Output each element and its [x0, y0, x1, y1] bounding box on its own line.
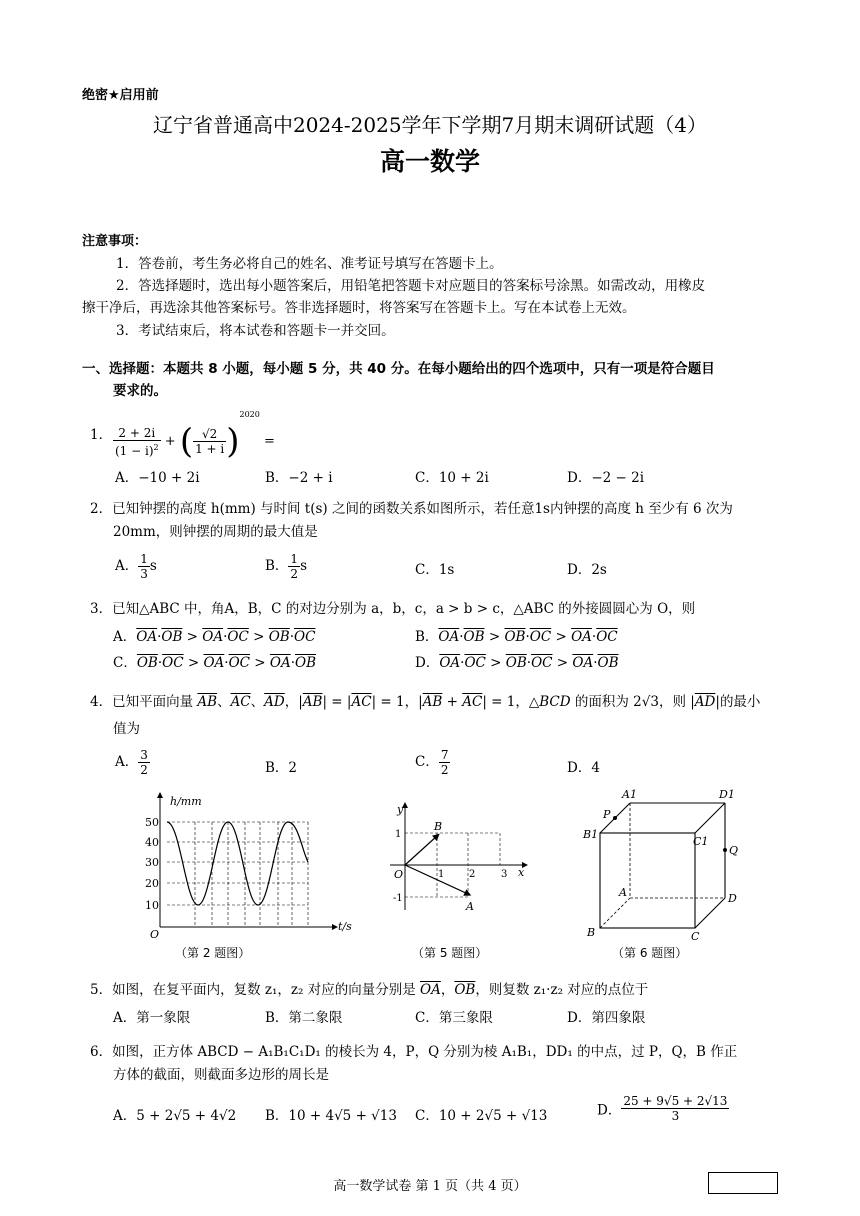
figure-6-caption: （第 6 题图） — [612, 946, 688, 960]
q3-option-d: D．$\overline{OA}\cdot\overline{OC} > \overline{OB}\cdot\overline{OC} > \overline{OA}\cdot\overline{OB}$ — [415, 655, 619, 671]
figure-5-vectors — [380, 800, 530, 920]
q6-option-b: B．10 + 4√5 + √13 — [265, 1108, 397, 1124]
fig5-y-label: y — [397, 803, 404, 816]
label-a: A — [619, 886, 627, 899]
q2-text-line1: 2．已知钟摆的高度 h(mm) 与时间 t(s) 之间的函数关系如图所示，若任意1s内钟摆的高度 h 至少有 6 次为 — [90, 501, 733, 517]
q5-option-b: B．第二象限 — [265, 1010, 343, 1026]
notice-item-3: 3．考试结束后，将本试卷和答题卡一并交回。 — [116, 323, 395, 339]
label-d: D — [728, 892, 737, 905]
notice-item-2: 2．答选择题时，选出每小题答案后，用铅笔把答题卡对应题目的答案标号涂黑。如需改动，用橡皮 — [116, 278, 706, 294]
label-p: P — [603, 808, 611, 821]
fig5-origin: O — [394, 868, 404, 881]
fig5-xtick-3: 3 — [501, 869, 508, 880]
figure-2-graph — [140, 790, 350, 940]
q3-option-b: B．$\overline{OA}\cdot\overline{OB} > \overline{OB}\cdot\overline{OC} > \overline{OA}\cdot\overline{OC}$ — [415, 629, 618, 645]
q6-option-a: A．5 + 2√5 + 4√2 — [113, 1108, 237, 1124]
ytick-30: 30 — [145, 856, 159, 869]
label-q: Q — [729, 844, 739, 857]
section-heading-line2: 要求的。 — [113, 383, 167, 399]
q1-number: 1． — [90, 427, 113, 443]
q2-option-b: B． $\frac{1}{2}$ s — [265, 552, 307, 581]
section-heading-line1: 一、选择题：本题共 8 小题，每小题 5 分，共 40 分。在每小题给出的四个选项中，只有一项是符合题目 — [82, 361, 715, 377]
q3-option-a: A．$\overline{OA}\cdot\overline{OB} > \overline{OA}\cdot\overline{OC} > \overline{OB}\cdot\overline{OC}$ — [113, 629, 316, 645]
ytick-20: 20 — [145, 877, 159, 890]
exam-title: 辽宁省普通高中2024-2025学年下学期7月期末调研试题（4） — [152, 113, 707, 137]
label-a1: A1 — [622, 788, 637, 801]
figure-5-caption: （第 5 题图） — [412, 946, 488, 960]
label-c1: C1 — [693, 835, 709, 848]
figure-2-caption: （第 2 题图） — [175, 946, 251, 960]
q4-option-c: C． $\frac{7}{2}$ — [415, 748, 449, 777]
q2-option-a: A． $\frac{1}{3}$ s — [115, 552, 157, 581]
q4-option-b: B．2 — [265, 760, 298, 776]
notice-item-1: 1．答卷前，考生务必将自己的姓名、准考证号填写在答题卡上。 — [116, 256, 503, 272]
q3-option-c: C．$\overline{OB}\cdot\overline{OC} > \overline{OA}\cdot\overline{OC} > \overline{OA}\cdot\overline{OB}$ — [113, 655, 317, 671]
fig5-ytick-1: 1 — [395, 829, 402, 840]
q6-option-c: C．10 + 2√5 + √13 — [415, 1108, 548, 1124]
y-axis-label: h/mm — [170, 795, 202, 808]
q1-option-c: C．10 + 2i — [415, 470, 489, 486]
q1-expression: $\frac{2 + 2i}{(1 - i)^2}$ + ( $\frac{√2}{1 + i}$ )$^{2020}$ = — [115, 410, 275, 462]
q3-text: 3．已知△ABC 中，角A，B，C 的对边分别为 a，b，c，a > b > c，△ABC 的外接圆圆心为 O，则 — [90, 601, 696, 617]
q1-option-d: D．−2 − 2i — [567, 470, 645, 486]
point-q — [723, 848, 727, 852]
h-curve — [167, 822, 308, 905]
exam-subject: 高一数学 — [379, 147, 480, 176]
point-p — [613, 816, 617, 820]
fig5-xtick-1: 1 — [438, 869, 445, 880]
q1-option-b: B．−2 + i — [265, 470, 333, 486]
score-box — [708, 1172, 778, 1194]
q2-option-c: C．1s — [415, 562, 455, 578]
fig5-x-label: x — [518, 866, 525, 879]
q6-option-d: D． $\frac{25 + 9√5 + 2√13}{3}$ — [597, 1094, 728, 1123]
x-axis-label: t/s — [338, 920, 352, 933]
origin-label: O — [150, 928, 160, 941]
q4-option-d: D．4 — [567, 760, 600, 776]
q1-option-a: A．−10 + 2i — [115, 470, 200, 486]
section-heading — [82, 358, 715, 380]
ytick-50: 50 — [145, 816, 159, 829]
fig5-point-b: B — [434, 820, 443, 833]
fig5-ytick-neg1: -1 — [393, 893, 403, 904]
q2-option-d: D．2s — [567, 562, 607, 578]
page-footer: 高一数学试卷 第 1 页（共 4 页） — [333, 1179, 527, 1194]
label-b1: B1 — [583, 828, 599, 841]
q5-option-c: C．第三象限 — [415, 1010, 493, 1026]
q4-text-line2: 值为 — [113, 721, 140, 737]
q4-option-a: A． $\frac{3}{2}$ — [115, 748, 148, 777]
notice-heading: 注意事项： — [82, 234, 148, 249]
confidential-mark: 绝密★启用前 — [82, 88, 159, 103]
notice-item-2-cont: 擦干净后，再选涂其他答案标号。答非选择题时，将答案写在答题卡上。写在本试卷上无效。 — [82, 300, 636, 316]
q6-text-line1: 6．如图，正方体 ABCD − A₁B₁C₁D₁ 的棱长为 4，P，Q 分别为棱 A₁B₁，DD₁ 的中点，过 P，Q，B 作正 — [90, 1044, 738, 1060]
vector-ob — [405, 836, 437, 865]
label-c: C — [691, 930, 700, 943]
ytick-40: 40 — [145, 836, 159, 849]
q4-text-line1: 4．已知平面向量 $\overline{AB}$、$\overline{AC}$、$\overline{AD}$，$|\overline{AB}| = |\overline{AC}| = 1$，$|\overline{AB} + \overline{AC}| = 1$，△BCD 的面积为 2√3，则 $|\overline{AD}|$的最小 — [90, 694, 761, 710]
ytick-10: 10 — [145, 899, 159, 912]
q5-option-a: A．第一象限 — [113, 1010, 191, 1026]
fig5-point-a: A — [466, 900, 474, 913]
q5-option-d: D．第四象限 — [567, 1010, 646, 1026]
fig5-xtick-2: 2 — [469, 869, 476, 880]
label-d1: D1 — [719, 788, 735, 801]
q6-text-line2: 方体的截面，则截面多边形的周长是 — [113, 1067, 329, 1083]
q2-text-line2: 20mm，则钟摆的周期的最大值是 — [113, 524, 318, 540]
q5-text: 5．如图，在复平面内，复数 z₁，z₂ 对应的向量分别是 $\overline{OA}$，$\overline{OB}$，则复数 z₁·z₂ 对应的点位于 — [90, 982, 649, 998]
label-b: B — [587, 926, 596, 939]
vector-oa — [405, 865, 468, 894]
figure-6-cube — [578, 785, 748, 945]
